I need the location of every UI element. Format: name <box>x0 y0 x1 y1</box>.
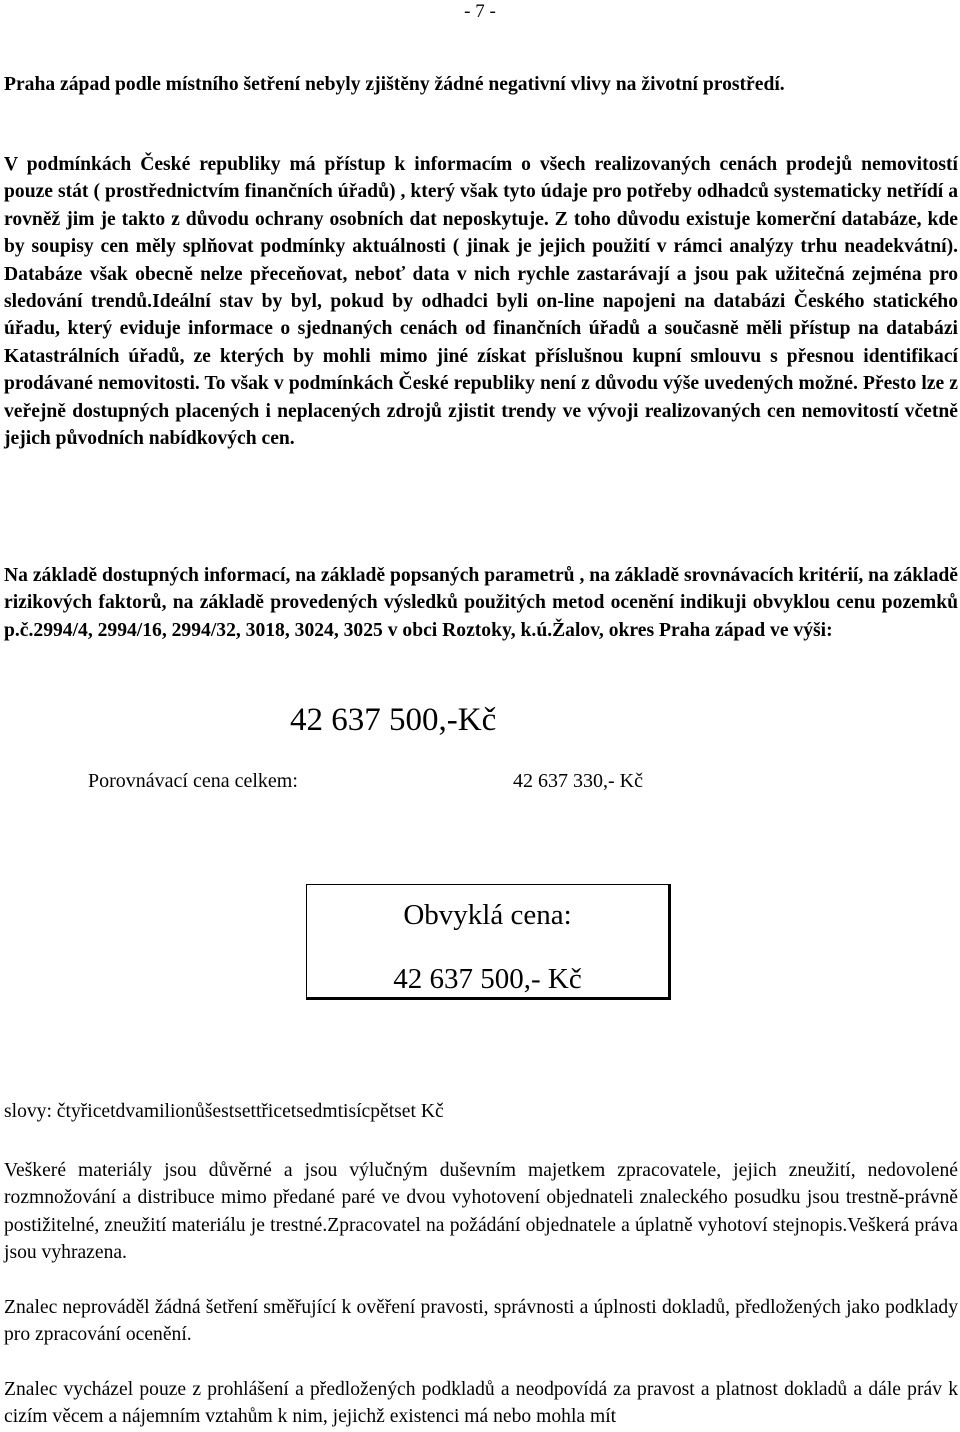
page-number: - 7 - <box>464 1 496 22</box>
comparison-label: Porovnávací cena celkem: <box>88 770 298 792</box>
paragraph-market: V podmínkách České republiky má přístup k informacím o všech realizovaných cenách prodejů nemovitostí pouze stát ( prostřednictvím finančních úřadů) , který však tyto údaje pro potřeby odhadců systematicky netřídí a rovněž jim je takto z důvodu ochrany osobních dat neposkytuje. Z toho důvodu existuje komerční databáze, kde by soupisy cen měly splňovat podmínky aktuálnosti ( jinak je jejich použití v rámci analýzy trhu neadekvátní). Databáze však obecně nelze přeceňovat, neboť data v nich rychle zastarávají a jsou pak užitečná zejména pro sledování trendů.Ideální stav by byl, pokud by odhadci byli on-line napojeni na databázi Českého statického úřadu, který eviduje informace o sjednaných cenách od finančních úřadů a současně měli přístup na databázi Katastrálních úřadů, ze kterých by mohli mimo jiné získat příslušnou kupní smlouvu s přesnou identifikací prodávané nemovitosti. To však v podmínkách České republiky není z důvodu výše uvedených možné. Přesto lze z veřejně dostupných placených i neplacených zdrojů zjistit trendy ve vývoji realizovaných cen nemovitostí včetně jejich původních nabídkových cen. <box>4 154 958 450</box>
comparison-value: 42 637 330,- Kč <box>513 770 643 792</box>
usual-price-box <box>306 884 671 1000</box>
usual-price-value: 42 637 500,- Kč <box>393 963 582 995</box>
paragraph-conclusion: Na základě dostupných informací, na základě popsaných parametrů , na základě srovnávacích kritérií, na základě rizikových faktorů, na základě provedených výsledků použitých metod ocenění indikuji obvyklou cenu pozemků p.č.2994/4, 2994/16, 2994/32, 3018, 3024, 3025 v obci Roztoky, k.ú.Žalov, okres Praha západ ve výši: <box>4 565 958 641</box>
intro-line: Praha západ podle místního šetření nebyly zjištěny žádné negativní vlivy na životní prostředí. <box>4 74 785 95</box>
usual-price-title: Obvyklá cena: <box>403 899 572 931</box>
indicated-price: 42 637 500,-Kč <box>290 702 497 738</box>
paragraph-verification: Znalec neprováděl žádná šetření směřující k ověření pravosti, správnosti a úplnosti dokladů, předložených jako podklady pro zpracování ocenění. <box>4 1297 958 1346</box>
paragraph-copyright: Veškeré materiály jsou důvěrné a jsou výlučným duševním majetkem zpracovatele, jejich zneužití, nedovolené rozmnožování a distribuce mimo předané paré ve dvou vyhotovení objednateli znaleckého posudku jsou trestně-právně postižitelné, zneužití materiálu je trestné.Zpracovatel na požádání objednatele a úplatně vyhotoví stejnopis.Veškerá práva jsou vyhrazena. <box>4 1160 958 1264</box>
paragraph-source: Znalec vycházel pouze z prohlášení a předložených podkladů a neodpovídá za pravost a platnost dokladů a dále práv k cizím věcem a nájemním vztahům k nim, jejichž existenci má nebo mohla mít <box>4 1379 958 1428</box>
words-line: slovy: čtyřicetdvamilionůšestsettřicetsedmtisícpětset Kč <box>4 1101 444 1122</box>
